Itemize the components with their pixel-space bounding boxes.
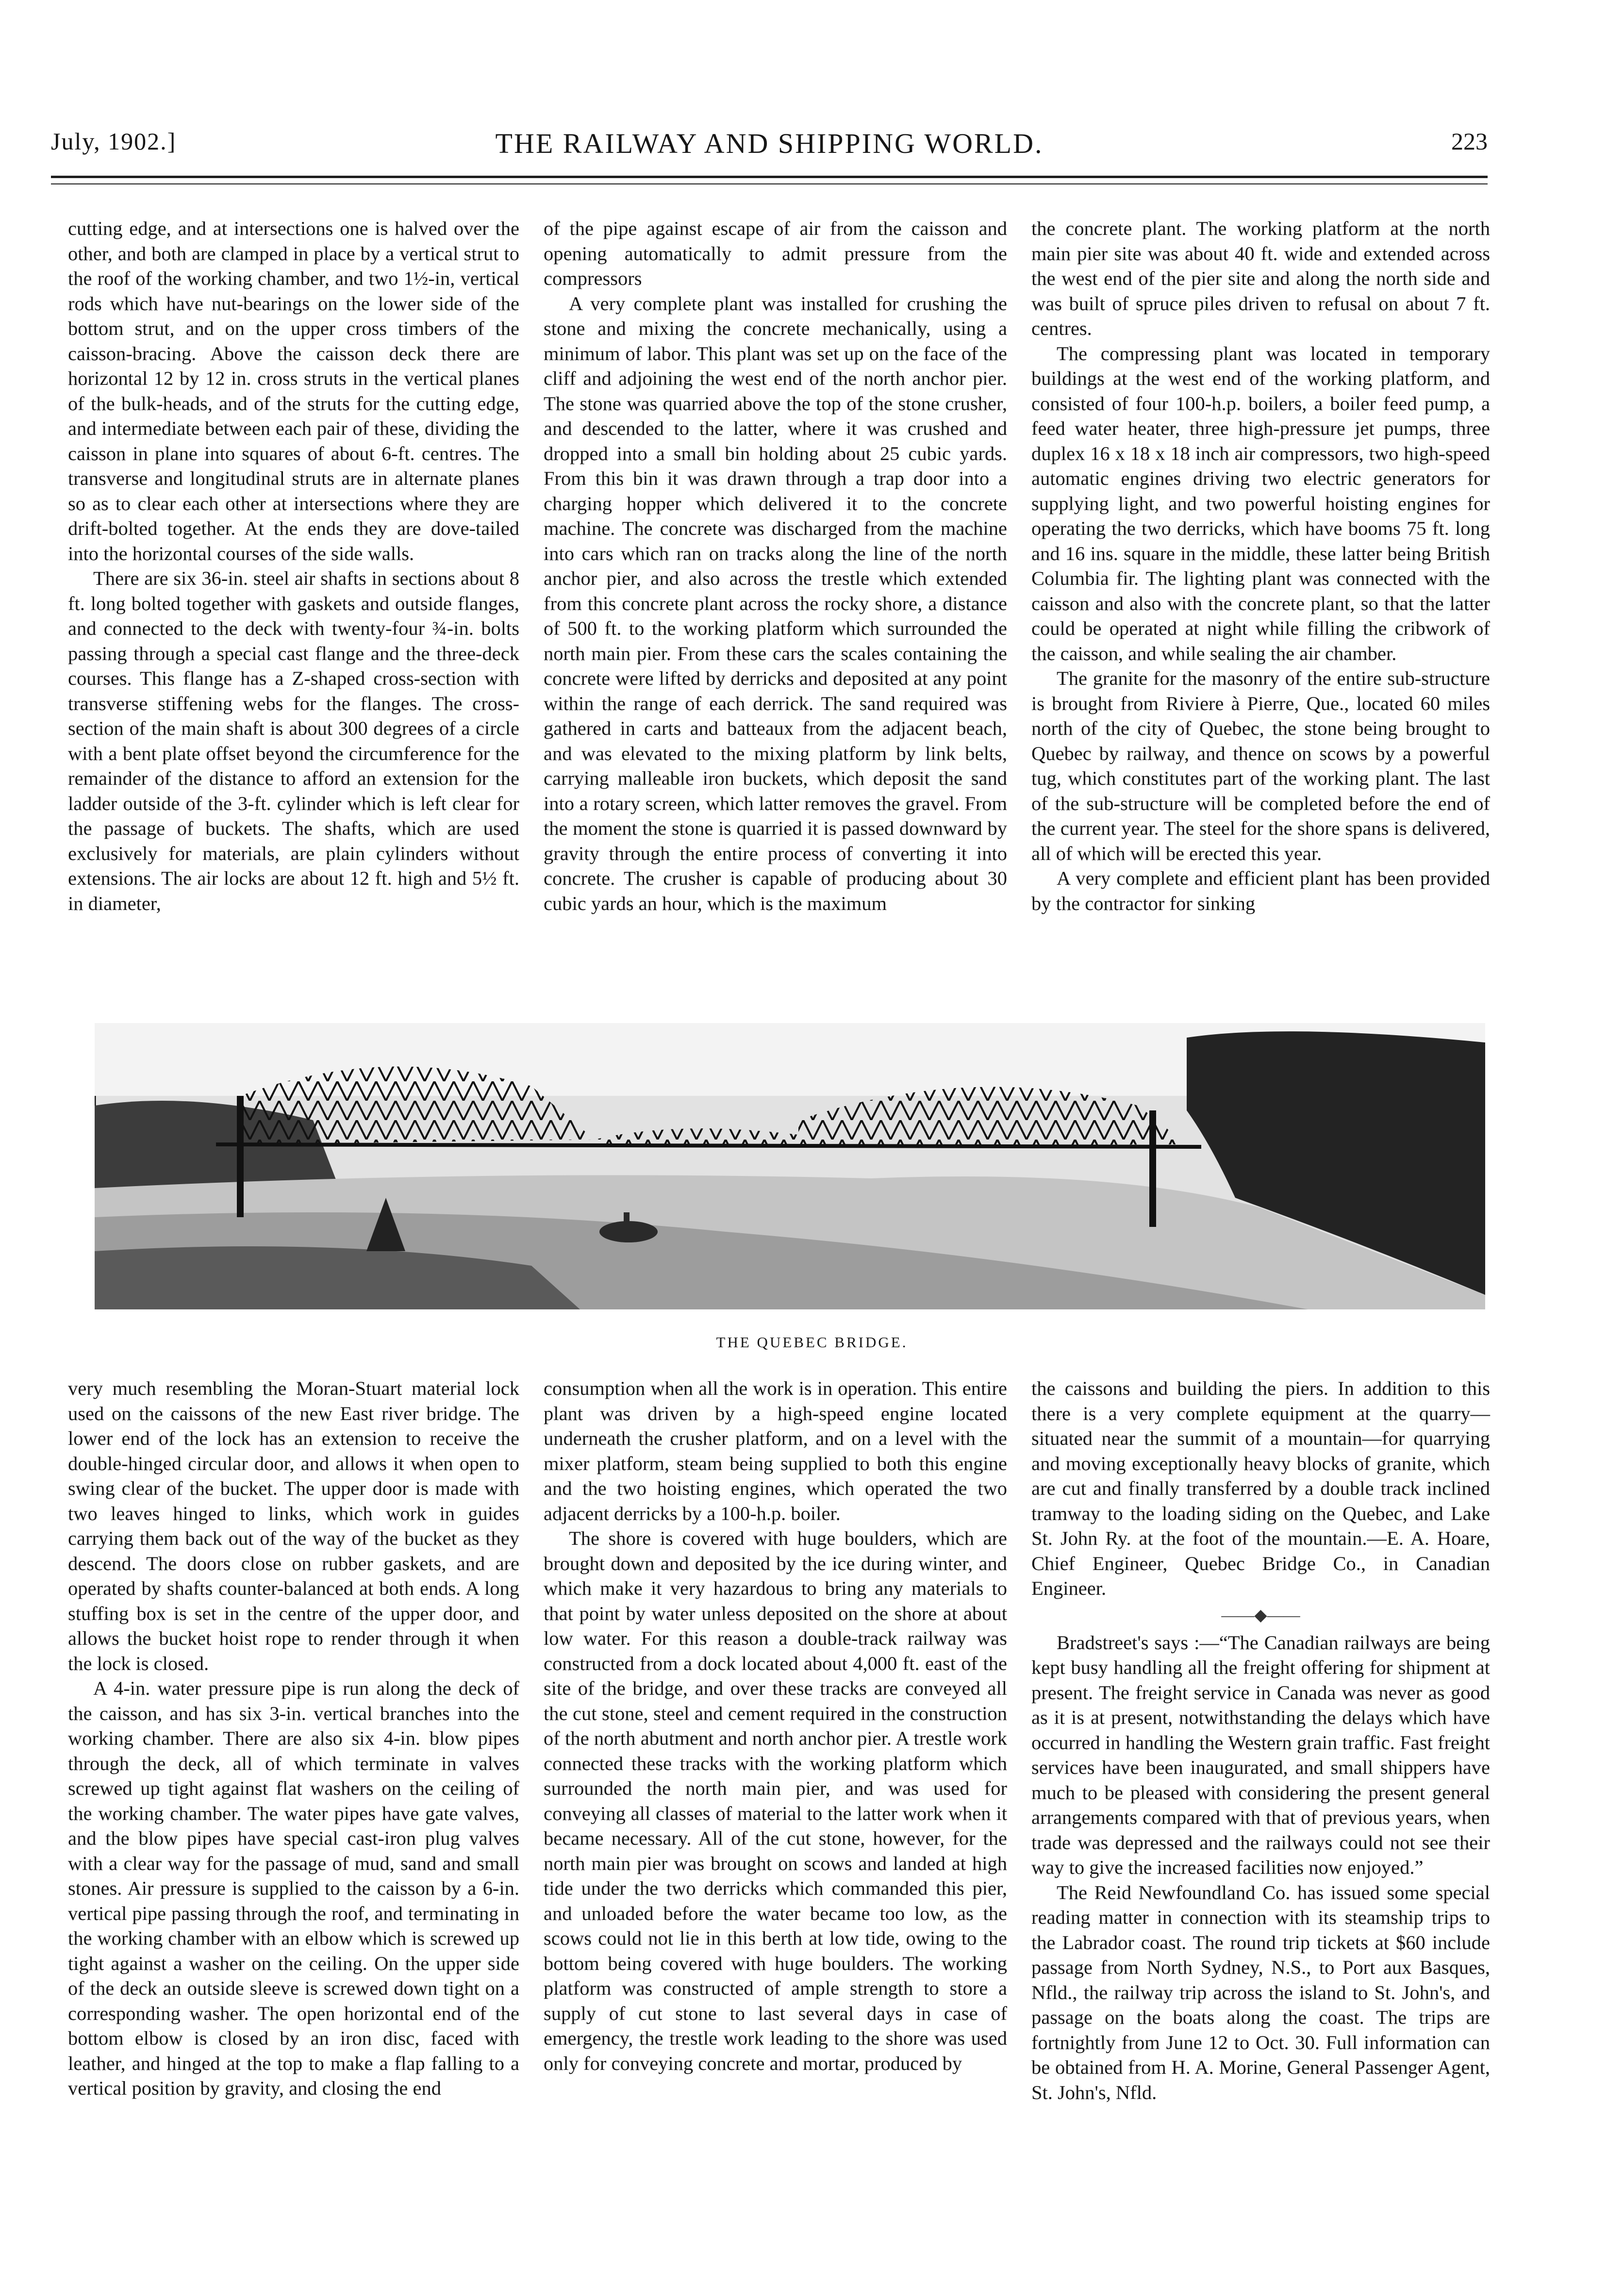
bottom-column-2 <box>544 1376 1007 2076</box>
paragraph: very much resembling the Moran-Stuart material lock used on the caissons of the new East river bridge. The lower end of the lock has an extension to receive the double-hinged circular door, and allows it when open to swing clear of the bucket. The upper door is made with two leaves hinged to links, which work in guides carrying them back out of the way of the bucket as they descend. The doors close on rubber gaskets, and are operated by shafts counter-balanced at both ends. A long stuffing box is set in the centre of the upper door, and allows the bucket hoist rope to render through it when the lock is closed. <box>68 1377 519 1674</box>
top-column-3 <box>1031 216 1490 916</box>
paragraph: A very complete and efficient plant has been provided by the contractor for sinking <box>1031 867 1490 914</box>
paragraph: The compressing plant was located in temporary buildings at the west end of the working platform, and consisted of four 100-h.p. boilers, a boiler feed pump, a feed water heater, three high-pressure jet pumps, three duplex 16 x 18 x 18 inch air compressors, two high-speed automatic engines driving two electric generators for supplying light, and two powerful hoisting engines for operating the two derricks, which have booms 75 ft. long and 16 ins. square in the middle, these latter being British Columbia fir. The lighting plant was connected with the caisson and also with the concrete plant, so that the latter could be operated at night while filling the cribwork of the caisson, and while sealing the air chamber. <box>1031 342 1490 664</box>
paragraph: The granite for the masonry of the entire sub-structure is brought from Riviere à Pierre, Que., located 60 miles north of the city of Quebec, the stone being brought to Quebec by railway, and thence on scows by a powerful tug, which constitutes part of the working plant. The last of the sub-structure will be completed before the end of the current year. The steel for the shore spans is delivered, all of which will be erected this year. <box>1031 667 1490 864</box>
page-number: 223 <box>1451 128 1488 155</box>
paragraph: The Reid Newfoundland Co. has issued some special reading matter in connection with its steamship trips to the Labrador coast. The round trip tickets at $60 include passage from North Sydney, N.S., to Port aux Basques, Nfld., the railway trip across the island to St. John's, and passage on the boats along the coast. The trips are fortnightly from June 12 to Oct. 30. Full information can be obtained from H. A. Morine, General Passenger Agent, St. John's, Nfld. <box>1031 1881 1490 2103</box>
paragraph: A 4-in. water pressure pipe is run along the deck of the caisson, and has six 3-in. vertical branches into the working chamber. There are also six 4-in. blow pipes through the deck, all of which terminate in valves screwed up tight against flat washers on the ceiling of the working chamber. The water pipes have gate valves, and the blow pipes have special cast-iron plug valves with a clear way for the passage of mud, sand and small stones. Air pressure is supplied to the caisson by a 6-in. vertical pipe passing through the roof, and terminating in the working chamber with an elbow which is screwed up tight against a washer on the ceiling. On the upper side of the deck an outside sleeve is screwed down tight on a corresponding washer. The open horizontal end of the bottom elbow is closed by an iron disc, faced with leather, and hinged at the top to make a flap falling to a vertical position by gravity, and closing the end <box>68 1677 519 2099</box>
paragraph: There are six 36-in. steel air shafts in sections about 8 ft. long bolted together with gaskets and outside flanges, and connected to the deck with twenty-four ¾-in. bolts passing through a special cast flange and the three-deck courses. This flange has a Z-shaped cross-section with transverse stiffening webs for the flanges. The cross-section of the main shaft is about 300 degrees of a circle with a bent plate offset beyond the circumference for the remainder of the distance to afford an extension for the ladder outside of the 3-ft. cylinder which is left clear for the passage of buckets. The shafts, which are used exclusively for materials, are plain cylinders without extensions. The air locks are about 12 ft. high and 5½ ft. in diameter, <box>68 567 519 914</box>
paragraph: cutting edge, and at intersections one is halved over the other, and both are clamped in place by a vertical strut to the roof of the working chamber, and two 1½-in, vertical rods which have nut-bearings on the lower side of the bottom strut, and on the upper cross timbers of the caisson-bracing. Above the caisson deck there are horizontal 12 by 12 in. cross struts in the vertical planes of the bulk-heads, and of the struts for the cutting edge, and intermediate between each pair of these, dividing the caisson in plane into squares of about 6-ft. centres. The transverse and longitudinal struts are in alternate planes so as to clear each other at intersections where they are drift-bolted together. At the ends they are dove-tailed into the horizontal courses of the side walls. <box>68 217 519 564</box>
top-column-1 <box>68 216 519 916</box>
journal-title: THE RAILWAY AND SHIPPING WORLD. <box>495 128 1044 159</box>
paragraph: the caissons and building the piers. In addition to this there is a very complete equipment at the quarry—situated near the summit of a mountain—for quarrying and moving exceptionally heavy blocks of granite, which are cut and finally transferred by a double track inclined tramway to the loading siding on the Quebec, and Lake St. John Ry. at the foot of the mountain.—E. A. Hoare, Chief Engineer, Quebec Bridge Co., in Canadian Engineer. <box>1031 1377 1490 1599</box>
header-rule-thick <box>51 176 1488 178</box>
figure-caption: THE QUEBEC BRIDGE. <box>716 1334 908 1351</box>
bottom-column-1 <box>68 1376 519 2101</box>
paragraph: of the pipe against escape of air from the caisson and opening automatically to admit pressure from the compressors <box>544 217 1007 289</box>
paragraph: the concrete plant. The working platform at the north main pier site was about 40 ft. wide and extended across the west end of the pier site and along the north side and was built of spruce piles driven to refusal on about 7 ft. centres. <box>1031 217 1490 339</box>
top-column-2 <box>544 216 1007 916</box>
paragraph: The shore is covered with huge boulders, which are brought down and deposited by the ice during winter, and which make it very hazardous to bring any materials to that point by water unless deposited on the shore at about low water. For this reason a double-track railway was constructed from a dock located about 4,000 ft. east of the site of the bridge, and over these tracks are conveyed all the cut stone, steel and cement required in the construction of the north abutment and north anchor pier. A trestle work connected these tracks with the working platform which surrounded the north main pier, and was used for conveying all classes of material to the latter work when it became necessary. All of the cut stone, however, for the north main pier was brought on scows and landed at high tide under the two derricks which commanded this pier, and unloaded before the water became too low, as the scows could not lie in this berth at low tide, owing to the bottom being covered with huge boulders. The working platform was constructed of ample strength to store a supply of cut stone to last several days in case of emergency, the trestle work leading to the shore was used only for conveying concrete and mortar, produced by <box>544 1527 1007 2074</box>
bottom-column-3 <box>1031 1376 1490 2105</box>
quebec-bridge-photo <box>95 1023 1485 1309</box>
paragraph: consumption when all the work is in operation. This entire plant was driven by a high-speed engine located underneath the crusher platform, and on a level with the mixer platform, steam being supplied to both this engine and the two hoisting engines, which operated the two adjacent derricks by a 100-h.p. boiler. <box>544 1377 1007 1524</box>
paragraph: Bradstreet's says :—“The Canadian railways are being kept busy handling all the freight offering for shipment at present. The freight service in Canada was never as good as it is at present, notwithstanding the delays which have occurred in handling the Western grain traffic. Fast freight services have been inaugurated, and small shippers have much to be pleased with considering the present general arrangements compared with that of previous years, when trade was depressed and the railways could not see their way to give the increased facilities now enjoyed.” <box>1031 1631 1490 1878</box>
header-rule-thin <box>51 183 1488 184</box>
issue-date: July, 1902.] <box>51 128 177 155</box>
section-divider: ——◆—— <box>1221 1606 1300 1624</box>
page-header <box>51 127 1488 166</box>
paragraph: A very complete plant was installed for crushing the stone and mixing the concrete mechanically, using a minimum of labor. This plant was set up on the face of the cliff and adjoining the west end of the north anchor pier. The stone was quarried above the top of the stone crusher, and descended to the latter, where it was crushed and dropped into a small bin holding about 25 cubic yards. From this bin it was drawn through a trap door into a charging hopper which delivered it to the concrete machine. The concrete was discharged from the machine into cars which ran on tracks along the line of the north anchor pier, and also across the trestle which extended from this concrete plant across the rocky shore, a distance of 500 ft. to the working platform which surrounded the north main pier. From these cars the scales containing the concrete were lifted by derricks and deposited at any point within the range of each derrick. The sand required was gathered in carts and batteaux from the adjacent beach, and was elevated to the mixing platform by link belts, carrying malleable iron buckets, which deposit the sand into a rotary screen, which latter removes the gravel. From the moment the stone is quarried it is passed downward by gravity through the entire process of converting it into concrete. The crusher is capable of producing about 30 cubic yards an hour, which is the maximum <box>544 292 1007 914</box>
